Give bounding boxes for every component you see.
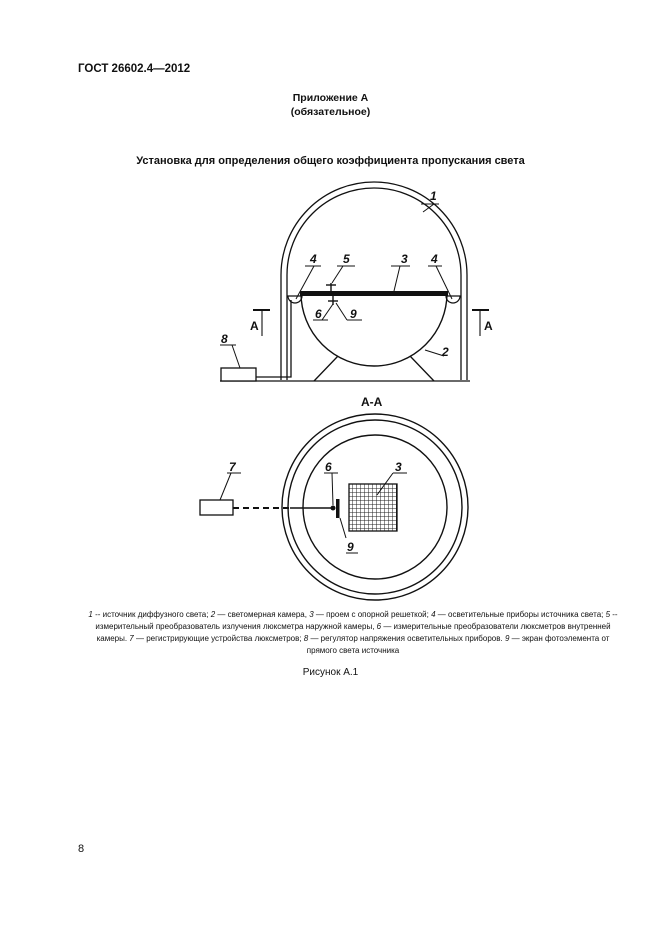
- lamp-right: [446, 296, 460, 303]
- label-3: 3: [401, 252, 408, 266]
- caption-text-1: -- источник диффузного света;: [92, 610, 211, 619]
- caption-text-3: — проем с опорной решеткой;: [313, 610, 432, 619]
- recorder-box: [200, 500, 233, 515]
- outer-dome: [281, 182, 467, 380]
- plan-label-7: 7: [229, 460, 236, 474]
- caption-num-8: 8: [303, 634, 309, 643]
- plan-label-9: 9: [347, 540, 354, 554]
- figure-caption: [86, 609, 620, 657]
- caption-num-3: 3: [309, 610, 314, 619]
- figure-number: Рисунок А.1: [302, 667, 359, 678]
- outer-dome-inner: [287, 188, 461, 380]
- label-4-right: 4: [431, 252, 438, 266]
- section-title: А-А: [361, 395, 383, 409]
- side-view: [220, 182, 493, 381]
- regulator-box: [221, 368, 256, 381]
- standard-number: ГОСТ 26602.4—2012: [78, 63, 191, 75]
- label-5: 5: [343, 252, 350, 266]
- label-1: 1: [430, 189, 437, 203]
- caption-text-5: -- измерительный преобразователь излучения люксметра наружной камеры,: [95, 610, 618, 631]
- caption-text-4: — осветительные приборы источника света;: [435, 610, 606, 619]
- label-6: 6: [315, 307, 322, 321]
- section-mark-left: А: [250, 319, 259, 333]
- caption-text-2: — светомерная камера,: [215, 610, 310, 619]
- caption-num-2: 2: [210, 610, 216, 619]
- section-mark-right: А: [484, 319, 493, 333]
- caption-text-7: — регистрирующие устройства люксметров;: [133, 634, 304, 643]
- label-8: 8: [221, 332, 228, 346]
- caption-text-6: — измерительные преобразователи люксметров внутренней камеры.: [96, 622, 611, 643]
- caption-num-1: 1: [88, 610, 93, 619]
- section-view: [200, 395, 468, 600]
- grid-opening-plan: [349, 484, 397, 531]
- caption-num-9: 9: [504, 634, 510, 643]
- plan-label-6: 6: [325, 460, 332, 474]
- figure-heading: Установка для определения общего коэффициента пропускания света: [136, 155, 525, 167]
- plan-label-3: 3: [395, 460, 402, 474]
- inner-chamber: [301, 293, 447, 366]
- label-9: 9: [350, 307, 357, 321]
- caption-num-5: 5: [605, 610, 611, 619]
- caption-num-6: 6: [376, 622, 382, 631]
- caption-num-7: 7: [129, 634, 134, 643]
- label-4-left: 4: [310, 252, 317, 266]
- regulator-wire: [256, 300, 291, 377]
- appendix-status: (обязательное): [290, 106, 371, 118]
- sensor-screen: [336, 499, 340, 518]
- support-right: [410, 356, 434, 381]
- appendix-title: Приложение А: [292, 92, 369, 104]
- label-2: 2: [442, 345, 449, 359]
- page-number: 8: [78, 843, 85, 855]
- caption-text-8: — регулятор напряжения осветительных приборов.: [308, 634, 505, 643]
- caption-num-4: 4: [431, 610, 436, 619]
- grid-opening: [300, 291, 448, 296]
- lamp-left: [288, 296, 302, 303]
- photo-sensor: [331, 506, 336, 511]
- support-left: [314, 356, 338, 381]
- caption-text-9: — экран фотоэлемента от прямого света источника: [306, 634, 610, 655]
